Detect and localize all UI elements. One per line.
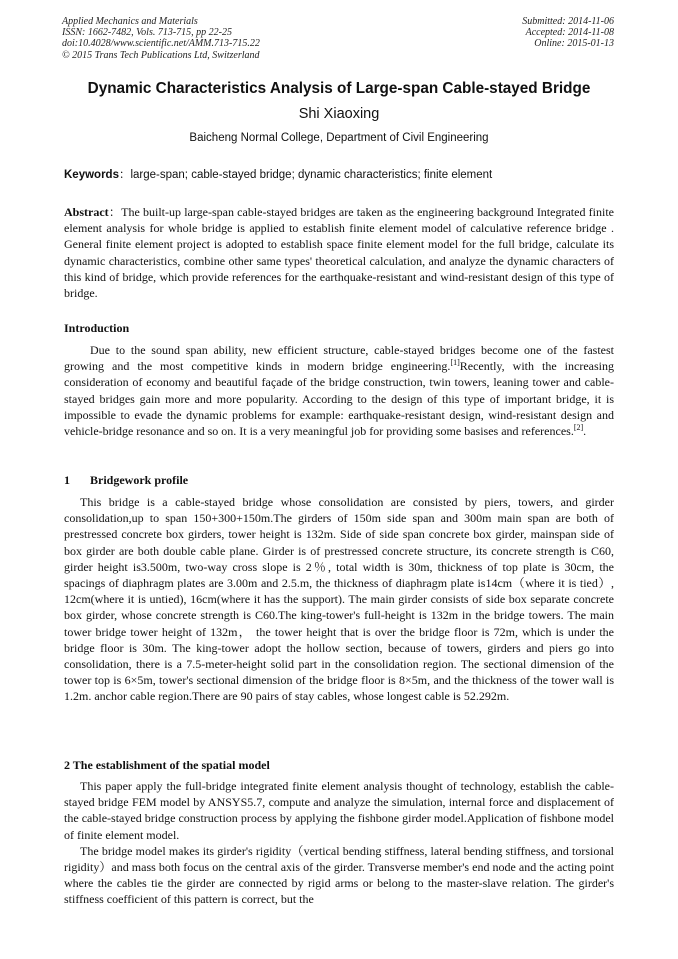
publication-dates bbox=[522, 16, 614, 50]
section-2-heading: 2 The establishment of the spatial model bbox=[64, 758, 270, 772]
accepted-date: Accepted: 2014-11-08 bbox=[525, 27, 614, 39]
introduction-text-2: Recently, with the increasing consideration of economy and beautiful façade of the bridge construction, twin towers, leaning tower and cable-stayed bridges gain more and more popularity. According to the design of this type of important bridge, it is impossible to evade the dynamic problems for example: earthquake-resistant design, wind-resistant design and vehicle-bridge resonance and so on. It is a very meaningful job for providing some basises and references. bbox=[64, 359, 614, 439]
introduction-end: . bbox=[583, 424, 587, 439]
citation-2: [2] bbox=[573, 423, 584, 433]
introduction-heading: Introduction bbox=[64, 321, 130, 335]
section-2-paragraph-1: This paper apply the full-bridge integrated finite element analysis thought of technology, establish the cable-stayed bridge FEM model by ANSYS5.7, compute and analyze the simulation, internal force and displacement of the cable-stayed bridge construction process by applying the fishbone girder model.Application of fishbone model of finite element model. bbox=[64, 779, 614, 842]
introduction-body bbox=[64, 342, 614, 439]
online-date: Online: 2015-01-13 bbox=[534, 38, 614, 50]
journal-name: Applied Mechanics and Materials bbox=[62, 16, 198, 27]
abstract bbox=[64, 204, 614, 301]
paper-title: Dynamic Characteristics Analysis of Large-span Cable-stayed Bridge bbox=[87, 80, 591, 97]
keywords-text: large-span; cable-stayed bridge; dynamic characteristics; finite element bbox=[130, 169, 493, 181]
section-1-heading bbox=[64, 473, 188, 488]
abstract-label: Abstract bbox=[64, 205, 109, 219]
section-1-number: 1 bbox=[64, 473, 70, 487]
author-name: Shi Xiaoxing bbox=[298, 106, 380, 122]
section-1-paragraph: This bridge is a cable-stayed bridge whose consolidation are consisted by piers, towers, and girder consolidation,up to span 150+300+150m.The girders of 150m side span and 300m main span are both of prestressed concrete box girders, tower height is 132m. Side of side span concrete box girder, mainspan side of box girder are both double cable plane. Girder is of prestressed concrete structure, its concrete strength is C60, girder height is3.500m, two-way cross slope is 2％, total width is 30m, thickness of top plate is 30cm, the spacings of diaphragm plates are 3.00m and 2.5.m, the thickness of diaphragm plate is14cm（where it is tied）, 12cm(where it is untied), 16cm(where it has the support). The main girder consists of side box separate concrete box girder, whose concrete strength is C60.The king-tower's full-height is 132m in the bridge towers. The main tower bridge tower height of 132m， the tower height that is over the bridge floor is 72m, which is under the bridge floor is 30m. The king-tower adopt the hollow section, because of towers, girders and piers go into consolidation, there is a 7.5-meter-height solid part in the consolidation region. The sectional dimension of the tower top is 6×5m, tower's sectional dimension of the bridge floor is 8×5m, and the thickness of the tower wall is 1.2m. anchor cable region.There are 90 pairs of stay cables, whose longest cable is 52.292m. bbox=[64, 495, 614, 704]
introduction-text-1: Due to the sound span ability, new efficient structure, cable-stayed bridges become one of the fastest growing and the most competitive kinds in modern bridge engineering. bbox=[64, 343, 614, 374]
abstract-text: The built-up large-span cable-stayed bridges are taken as the engineering background Integrated finite element analysis for whole bridge is applied to establish finite element model of calculative reference bridge . General finite element project is adopted to establish space finite element model for the full bridge, calculate its dynamic characteristics, combine other same types' theoretical calculation, and analyze the dynamic characters of this kind of bridge, which provide references for the earthquake-resistant and wind-resistant design of this type of bridge. bbox=[64, 205, 614, 301]
journal-doi: doi:10.4028/www.scientific.net/AMM.713-715.22 bbox=[62, 38, 260, 50]
author-affiliation: Baicheng Normal College, Department of Civil Engineering bbox=[189, 132, 489, 144]
section-1-title: Bridgework profile bbox=[90, 473, 189, 487]
journal-issn: ISSN: 1662-7482, Vols. 713-715, pp 22-25 bbox=[62, 27, 232, 39]
journal-info bbox=[62, 16, 260, 61]
section-1-body bbox=[64, 494, 614, 705]
citation-1: [1] bbox=[450, 358, 460, 368]
section-2-paragraph-2: The bridge model makes its girder's rigidity（vertical bending stiffness, lateral bending stiffness, and torsional rigidity）and mass both focus on the central axis of the girder. Transverse member's end node and the acting point where the cables tie the girder are connected by rigid arms or belong to the master-slave relation. The girder's stiffness coefficient of this pattern is correct, but the bbox=[64, 843, 614, 907]
abstract-separator: ： bbox=[108, 205, 122, 219]
keywords-label: Keywords bbox=[64, 169, 119, 181]
submitted-date: Submitted: 2014-11-06 bbox=[522, 16, 614, 27]
section-2-body bbox=[64, 778, 614, 908]
journal-copyright: © 2015 Trans Tech Publications Ltd, Switzerland bbox=[62, 49, 260, 61]
keywords-separator: ： bbox=[118, 169, 131, 181]
keywords bbox=[64, 166, 624, 182]
